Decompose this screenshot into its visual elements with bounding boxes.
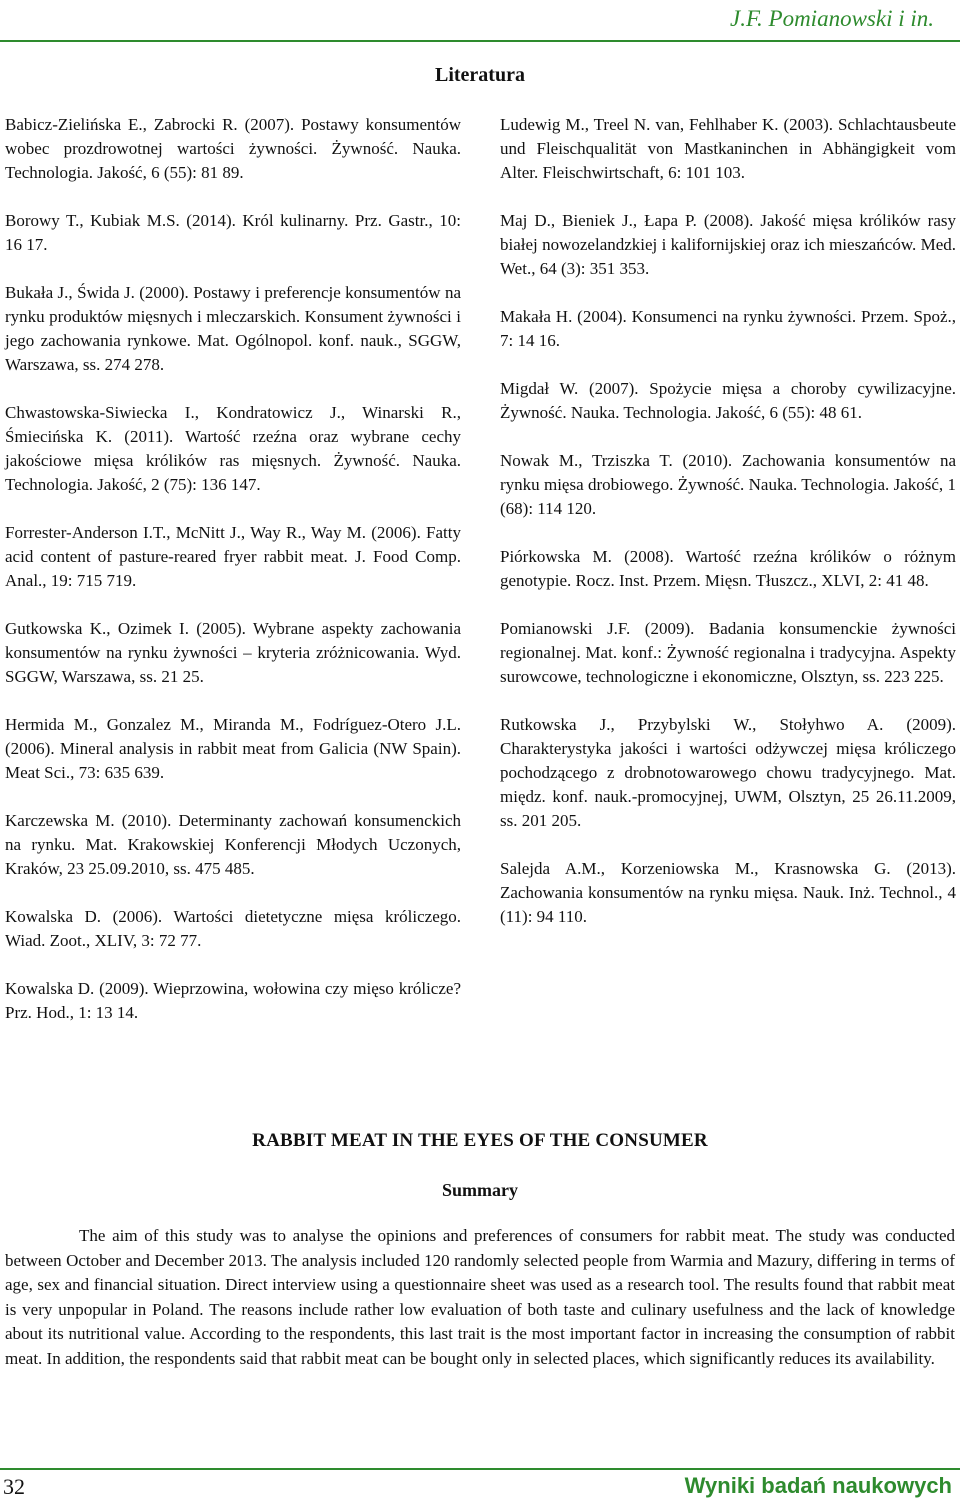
references-right-column xyxy=(500,113,956,929)
reference-item: Rutkowska J., Przybylski W., Stołyhwo A. (2009). Charakterystyka jakości i wartości odżywczej mięsa króliczego pochodzącego z drobnotowarowego chowu tradycyjnego. Mat. międz. konf. nauk.-promocyjnej, UWM, Olsztyn, 25 26.11.2009, ss. 201 205. xyxy=(500,715,956,830)
reference-item: Kowalska D. (2006). Wartości dietetyczne mięsa króliczego. Wiad. Zoot., XLIV, 3: 72 77. xyxy=(5,907,461,950)
reference-item: Salejda A.M., Korzeniowska M., Krasnowska G. (2013). Zachowania konsumentów na rynku mięsa. Nauk. Inż. Technol., 4 (11): 94 110. xyxy=(500,859,956,926)
page-number: 32 xyxy=(3,1474,25,1499)
reference-item: Nowak M., Trziszka T. (2010). Zachowania konsumentów na rynku mięsa drobiowego. Żywność. Nauka. Technologia. Jakość, 1 (68): 114 120. xyxy=(500,451,956,518)
reference-item: Babicz-Zielińska E., Zabrocki R. (2007). Postawy konsumentów wobec prozdrowotnej wartości żywności. Żywność. Nauka. Technologia. Jakość, 6 (55): 81 89. xyxy=(5,115,461,182)
journal-name: Wyniki badań naukowych xyxy=(684,1473,952,1498)
reference-item: Ludewig M., Treel N. van, Fehlhaber K. (2003). Schlachtausbeute und Fleischqualität von Mastkaninchen in Abhängigkeit vom Alter. Fleischwirtschaft, 6: 101 103. xyxy=(500,115,956,182)
reference-item: Piórkowska M. (2008). Wartość rzeźna królików o różnym genotypie. Rocz. Inst. Przem. Mięsn. Tłuszcz., XLVI, 2: 41 48. xyxy=(500,547,956,590)
reference-item: Karczewska M. (2010). Determinanty zachowań konsumenckich na rynku. Mat. Krakowskiej Konferencji Młodych Uczonych, Kraków, 23 25.09.2010, ss. 475 485. xyxy=(5,811,461,878)
running-head: J.F. Pomianowski i in. xyxy=(729,6,934,31)
summary-text: The aim of this study was to analyse the opinions and preferences of consumers for rabbit meat. The study was conducted between October and December 2013. The analysis included 120 randomly selected people from Warmia and Mazury, differing in terms of age, sex and financial situation. Direct interview using a questionnaire sheet was used as a research tool. The results found that rabbit meat is very unpopular in Poland. The reasons include rather low evaluation of both taste and culinary usefulness and the lack of knowledge about its nutritional value. According to the respondents, this last trait is the most important factor in increasing the consumption of rabbit meat. In addition, the respondents said that rabbit meat can be bought only in selected places, which significantly reduces its availability. xyxy=(5,1226,955,1368)
reference-item: Borowy T., Kubiak M.S. (2014). Król kulinarny. Prz. Gastr., 10: 16 17. xyxy=(5,211,461,254)
header-rule xyxy=(0,40,960,42)
summary-label: Summary xyxy=(442,1180,518,1200)
reference-item: Gutkowska K., Ozimek I. (2005). Wybrane aspekty zachowania konsumentów na rynku żywności – kryteria zróżnicowania. Wyd. SGGW, Warszawa, ss. 21 25. xyxy=(5,619,461,686)
reference-item: Migdał W. (2007). Spożycie mięsa a choroby cywilizacyjne. Żywność. Nauka. Technologia. Jakość, 6 (55): 48 61. xyxy=(500,379,956,422)
footer-rule xyxy=(0,1468,960,1470)
summary-title: RABBIT MEAT IN THE EYES OF THE CONSUMER xyxy=(252,1130,708,1151)
reference-item: Pomianowski J.F. (2009). Badania konsumenckie żywności regionalnej. Mat. konf.: Żywność regionalna i tradycyjna. Aspekty surowcowe, technologiczne i ekonomiczne, Olsztyn, ss. 223 225. xyxy=(500,619,956,686)
reference-item: Bukała J., Świda J. (2000). Postawy i preferencje konsumentów na rynku produktów mięsnych i mleczarskich. Konsument żywności i jego zachowania rynkowe. Mat. Ogólnopol. konf. nauk., SGGW, Warszawa, ss. 274 278. xyxy=(5,283,461,374)
reference-item: Kowalska D. (2009). Wieprzowina, wołowina czy mięso królicze? Prz. Hod., 1: 13 14. xyxy=(5,979,461,1022)
reference-item: Hermida M., Gonzalez M., Miranda M., Fodríguez-Otero J.L. (2006). Mineral analysis in rabbit meat from Galicia (NW Spain). Meat Sci., 73: 635 639. xyxy=(5,715,461,782)
reference-item: Makała H. (2004). Konsumenci na rynku żywności. Przem. Spoż., 7: 14 16. xyxy=(500,307,956,350)
references-heading: Literatura xyxy=(435,64,525,86)
reference-item: Chwastowska-Siwiecka I., Kondratowicz J., Winarski R., Śmiecińska K. (2011). Wartość rzeźna oraz wybrane cechy jakościowe mięsa królików ras mięsnych. Żywność. Nauka. Technologia. Jakość, 2 (75): 136 147. xyxy=(5,403,461,494)
references-left-column xyxy=(5,113,461,1025)
reference-item: Forrester-Anderson I.T., McNitt J., Way R., Way M. (2006). Fatty acid content of pasture-reared fryer rabbit meat. J. Food Comp. Anal., 19: 715 719. xyxy=(5,523,461,590)
reference-item: Maj D., Bieniek J., Łapa P. (2008). Jakość mięsa królików rasy białej nowozelandzkiej i kalifornijskiej oraz ich mieszańców. Med. Wet., 64 (3): 351 353. xyxy=(500,211,956,278)
